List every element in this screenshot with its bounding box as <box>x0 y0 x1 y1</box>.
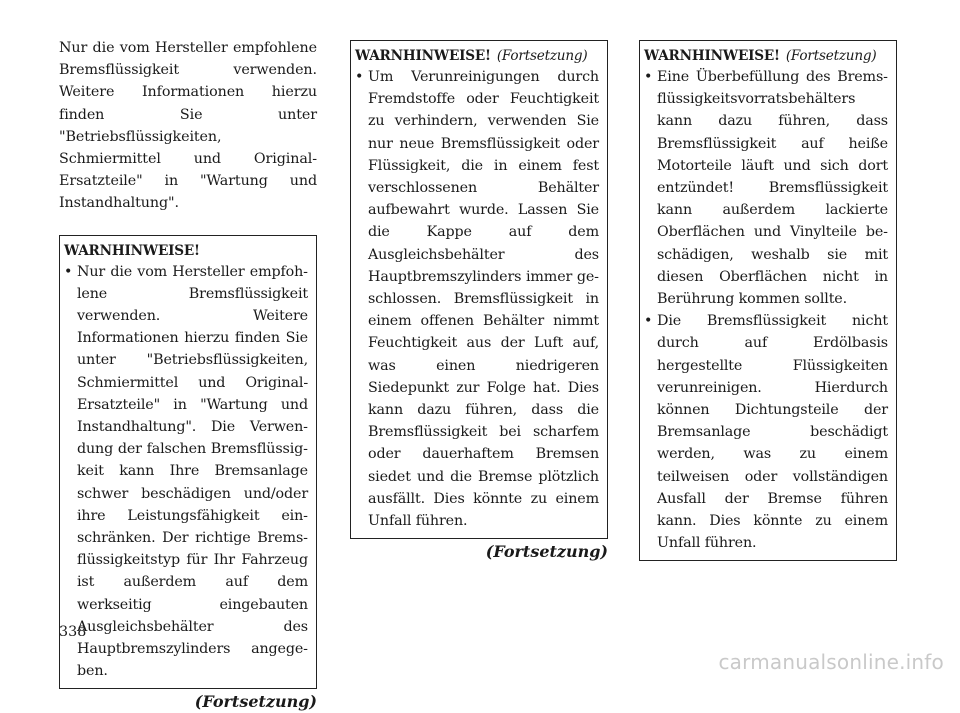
bullet-icon: • <box>644 313 653 330</box>
warning-box-2 <box>350 40 608 539</box>
warning-item: • Um Verunreinigungen durch Fremdstoffe oder Feuchtigkeit zu verhindern, verwenden Sie nur neue Bremsflüssigkeit oder Flüssigkeit, die in einem fest verschlossenen Behälter aufbewahrt wurde. Lassen Sie die Kappe auf dem Ausgleichsbehälter des Hauptbremszylinders immer geschlossen. Bremsflüssigkeit in einem offenen Behälter nimmt Feuchtigkeit aus der Luft auf, was einen niedrigeren Siedepunkt zur Folge hat. Dies kann dazu führen, dass die Bremsflüssigkeit bei scharfem oder dauerhaftem Bremsen siedet und die Bremse plötzlich ausfällt. Dies könnte zu einem Unfall führen. <box>355 66 599 532</box>
bullet-icon: • <box>64 263 73 280</box>
title-continued: (Fortsetzung) <box>496 48 588 64</box>
warning-list <box>644 66 888 554</box>
warning-box-1 <box>59 235 317 690</box>
bullet-icon: • <box>355 69 364 85</box>
intro-paragraph: Nur die vom Hersteller empfohlene Bremsflüssigkeit verwenden. Weitere Informationen hierzu finden Sie unter "Betriebsflüssigkeiten, Schmiermittel und Original-Ersatzteile" in "Wartung und Instandhaltung". <box>59 40 317 212</box>
warning-title: WARNHINWEISE! <box>64 242 200 259</box>
continued-label: (Fortsetzung) <box>485 542 608 562</box>
warning-title: WARNHINWEISE! (Fortsetzung) <box>355 48 588 64</box>
warning-title: WARNHINWEISE! (Fortsetzung) <box>644 48 877 64</box>
warning-item: • Eine Überbefüllung des Bremsflüssigkeitsvorratsbehälters kann dazu führen, dass Bremsflüssigkeit auf heiße Motorteile läuft und sich dort entzündet! Bremsflüssigkeit kann außerdem lackierte Oberflächen und Vinylteile beschädigen, weshalb sie mit diesen Oberflächen nicht in Berührung kommen sollte. <box>644 66 888 310</box>
page-number: 338 <box>59 624 87 640</box>
warning-item: • Nur die vom Hersteller empfohlene Bremsflüssigkeit verwenden. Weitere Informationen hierzu finden Sie unter "Betriebsflüssigkeiten, Schmiermittel und Original-Ersatzteile" in "Wartung und Instandhaltung". Die Verwendung der falschen Bremsflüssigkeit kann Ihre Bremsanlage schwer beschädigen und/oder ihre Leistungsfähigkeit einschränken. Der richtige Bremsflüssigkeitstyp für Ihr Fahrzeug ist außerdem auf dem werkseitig eingebauten Ausgleichsbehälter des Hauptbremszylinders angegeben. <box>64 261 308 683</box>
column-1 <box>59 37 317 713</box>
column-3 <box>639 40 897 561</box>
warning-list <box>64 261 308 683</box>
continued-label: (Fortsetzung) <box>194 692 317 712</box>
bullet-icon: • <box>644 69 653 85</box>
warning-box-3 <box>639 40 897 561</box>
warning-list <box>355 66 599 532</box>
title-continued: (Fortsetzung) <box>785 48 877 64</box>
column-2 <box>350 40 608 563</box>
warning-item: • Die Bremsflüssigkeit nicht durch auf Erdölbasis hergestellte Flüssigkeiten verunreinigen. Hierdurch können Dichtungsteile der Bremsanlage beschädigt werden, was zu einem teilweisen oder vollständigen Ausfall der Bremse führen kann. Dies könnte zu einem Unfall führen. <box>644 310 888 554</box>
watermark: carmanualsonline.info <box>718 650 944 674</box>
